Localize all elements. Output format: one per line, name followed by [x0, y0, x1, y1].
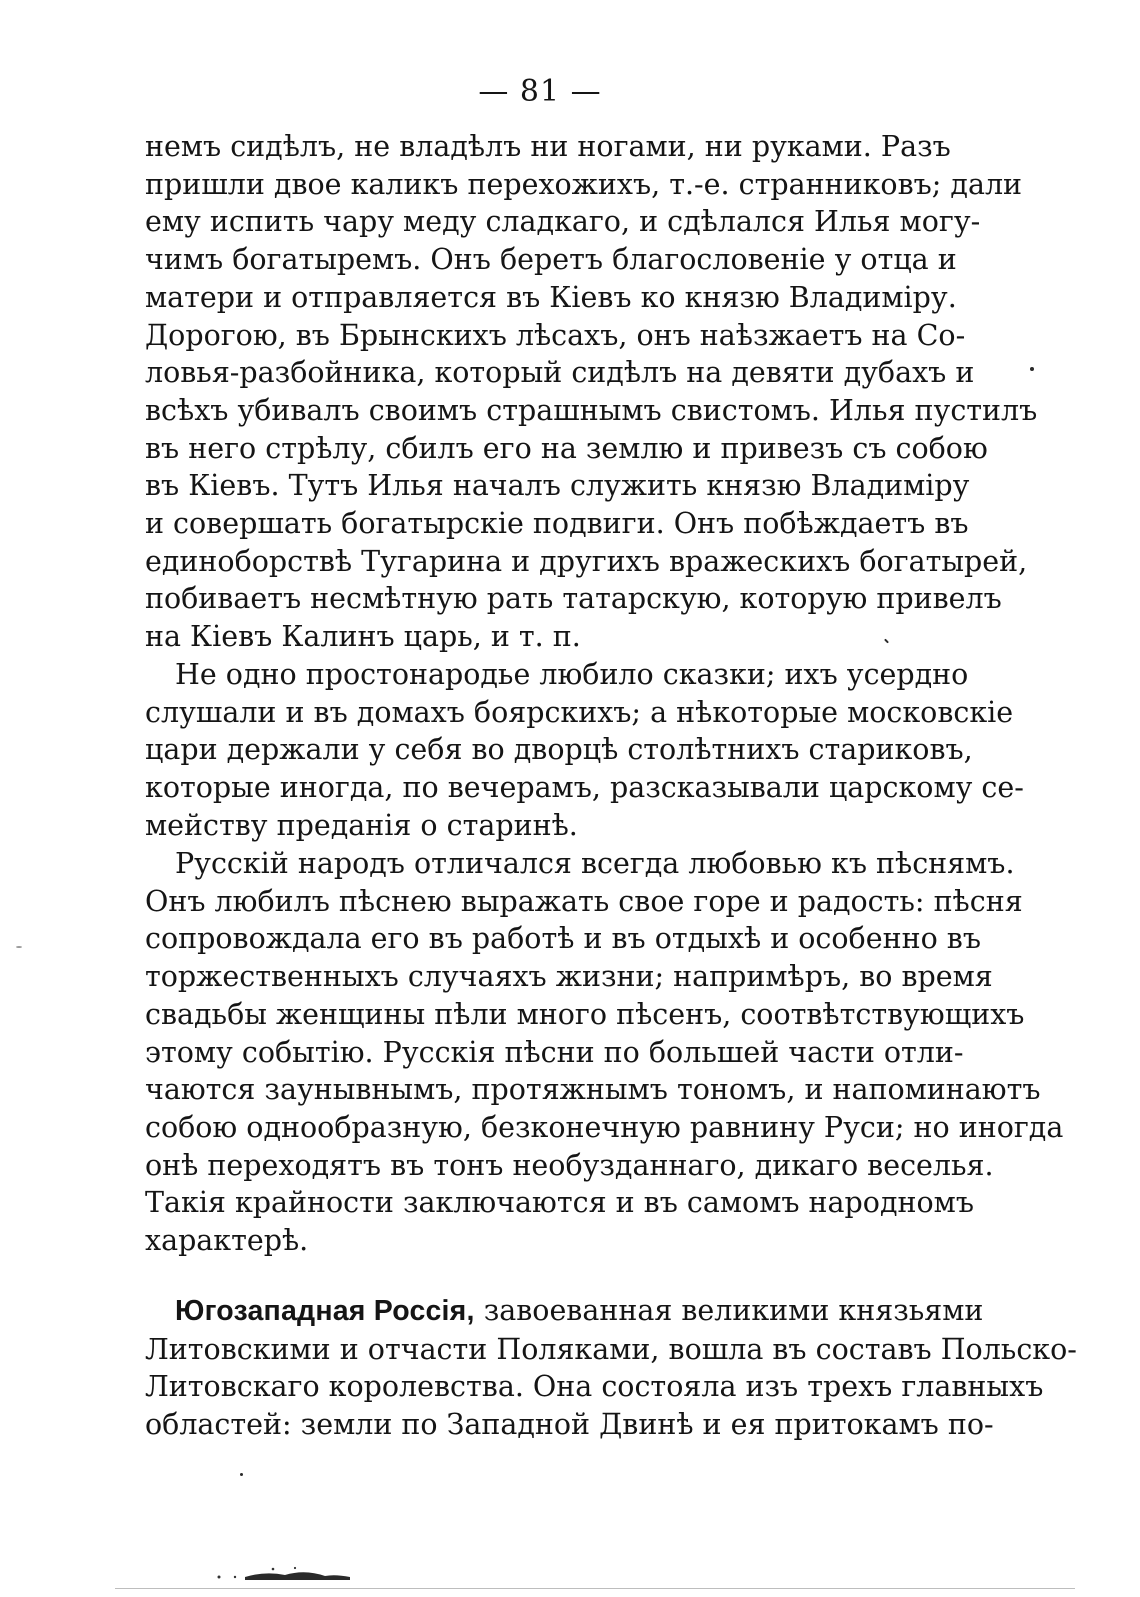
scan-speck: [240, 1473, 243, 1476]
text-line: всѣхъ убивалъ своимъ страшнымъ свистомъ. Илья пустилъ: [145, 393, 1038, 427]
text-line: Онъ любилъ пѣснею выражать свое горе и радость: пѣсня: [145, 884, 1023, 918]
page-number: — 81 —: [478, 74, 602, 109]
scan-speck: [16, 946, 22, 948]
text-line: и совершать богатырскіе подвиги. Онъ побѣждаетъ въ: [145, 507, 969, 541]
text-line: Такія крайности заключаются и въ самомъ народномъ: [145, 1186, 974, 1220]
section-lead-bold: Югозападная Россія,: [175, 1295, 475, 1327]
text-line: Литовскими и отчасти Поляками, вошла въ составъ Польско-: [145, 1332, 1077, 1366]
text-line: свадьбы женщины пѣли много пѣсенъ, соотвѣтствующихъ: [145, 997, 1025, 1031]
text-line: собою однообразную, безконечную равнину Руси; но иногда: [145, 1110, 1064, 1144]
text-line: матери и отправляется въ Кіевъ ко князю Владиміру.: [145, 280, 957, 314]
text-line: цари держали у себя во дворцѣ столѣтнихъ стариковъ,: [145, 733, 973, 767]
text-line: въ Кіевъ. Тутъ Илья началъ служить князю Владиміру: [145, 469, 970, 503]
text-line: побиваетъ несмѣтную рать татарскую, которую привелъ: [145, 582, 1002, 616]
text-line: характерѣ.: [145, 1224, 309, 1258]
text-line: чаются заунывнымъ, протяжнымъ тономъ, и напоминаютъ: [145, 1073, 1041, 1107]
scan-speck: [1030, 367, 1034, 371]
text-line: областей: земли по Западной Двинѣ и ея притокамъ по-: [145, 1408, 994, 1442]
text-line: чимъ богатыремъ. Онъ беретъ благословеніе у отца и: [145, 243, 957, 277]
text-line: Русскій народъ отличался всегда любовью къ пѣснямъ.: [175, 847, 1015, 880]
text-line: торжественныхъ случаяхъ жизни; напримѣръ, во время: [145, 960, 993, 994]
text-line: [145, 1292, 984, 1331]
text-line: сопровождала его въ работѣ и въ отдыхѣ и особенно въ: [145, 922, 981, 956]
scan-edge-line: [115, 1588, 1075, 1589]
text-line: онѣ переходятъ въ тонъ необузданнаго, дикаго веселья.: [145, 1148, 994, 1182]
text-line: ему испить чару меду сладкаго, и сдѣлался Илья могу-: [145, 205, 981, 239]
text-line: единоборствѣ Тугарина и другихъ вражескихъ богатырей,: [145, 544, 1028, 578]
text-line: въ него стрѣлу, сбилъ его на землю и привезъ съ собою: [145, 431, 988, 465]
text-line: этому событію. Русскія пѣсни по большей части отли-: [145, 1035, 964, 1069]
scan-smudge: [215, 1565, 355, 1583]
paragraph-southwest-russia: [145, 1292, 1077, 1444]
text-line: немъ сидѣлъ, не владѣлъ ни ногами, ни руками. Разъ: [145, 130, 951, 163]
text-line: пришли двое каликъ перехожихъ, т.-е. странниковъ; дали: [145, 167, 1023, 201]
text-line: Дорогою, въ Брынскихъ лѣсахъ, онъ наѣзжаетъ на Со-: [145, 318, 966, 352]
paragraph-ilya-muromets: [145, 128, 1038, 656]
text-line: слушали и въ домахъ боярскихъ; а нѣкоторые московскіе: [145, 695, 1014, 729]
text-line: Литовскаго королевства. Она состояла изъ трехъ главныхъ: [145, 1370, 1044, 1404]
text-line: которые иногда, по вечерамъ, разсказывали царскому се-: [145, 771, 1024, 805]
paragraph-songs: [145, 845, 1064, 1260]
text-line: Не одно простонародье любило сказки; ихъ усердно: [175, 658, 969, 691]
text-line: на Кіевъ Калинъ царь, и т. п.: [145, 620, 581, 654]
text-fragment: завоеванная великими князьями: [474, 1294, 984, 1327]
paragraph-fairy-tales: [145, 656, 1024, 845]
text-line: ловья-разбойника, который сидѣлъ на девяти дубахъ и: [145, 356, 975, 390]
text-line: мейству преданія о старинѣ.: [145, 808, 578, 842]
